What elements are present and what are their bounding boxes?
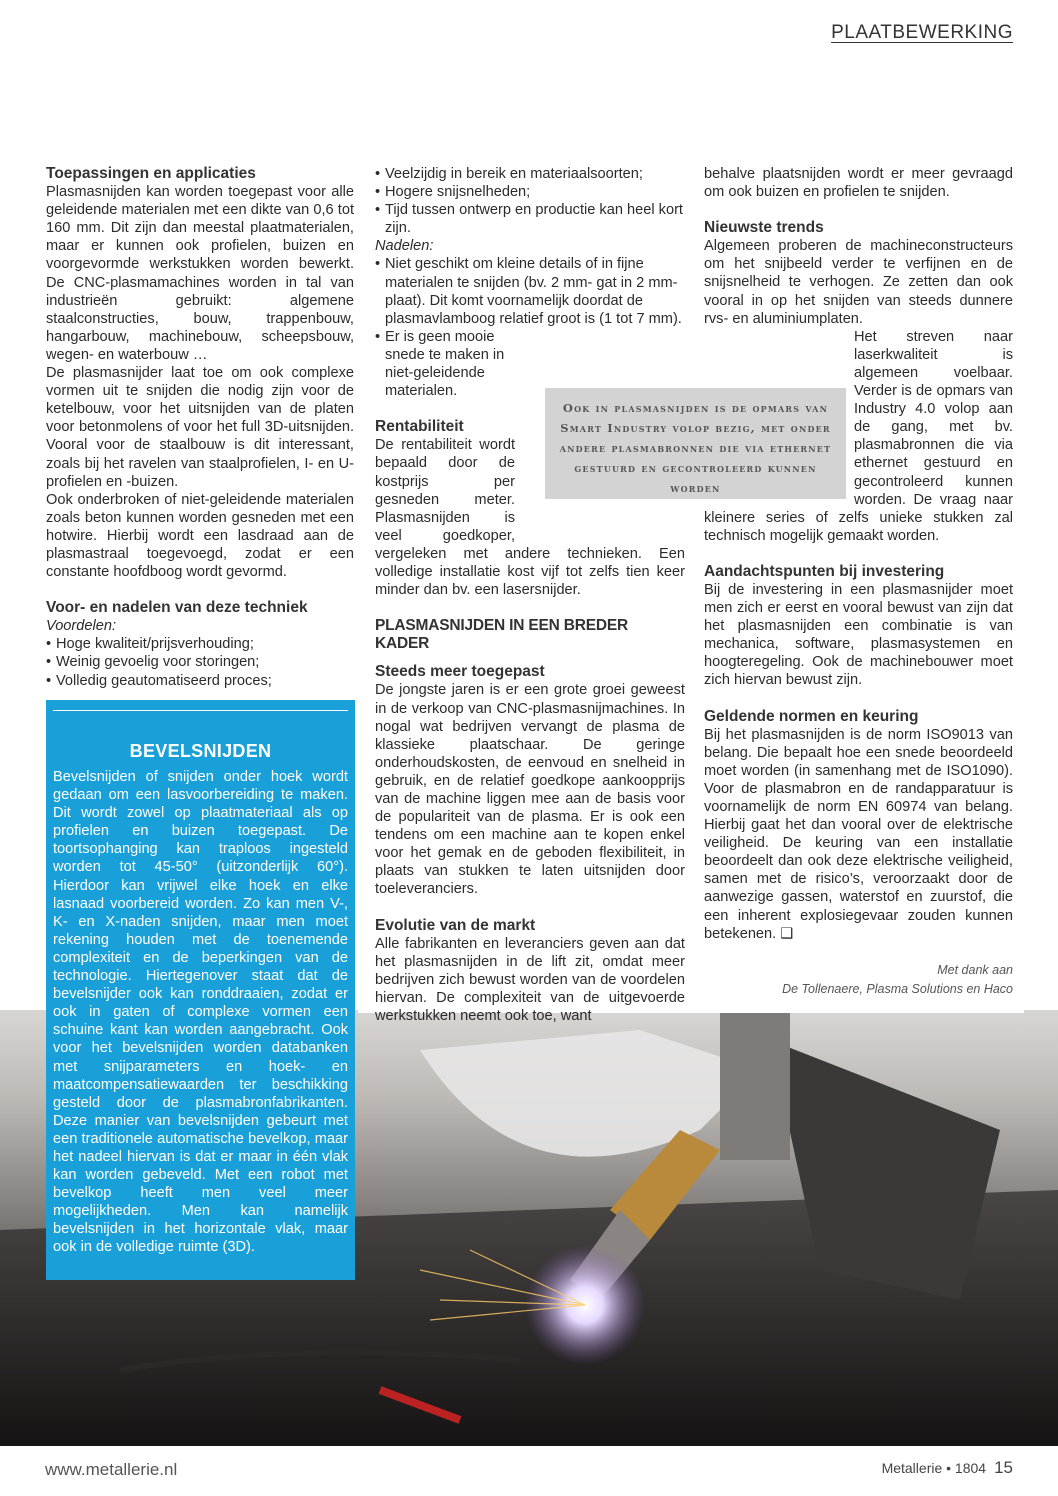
- heading-voor-nadelen: Voor- en nadelen van deze techniek: [46, 599, 308, 617]
- voordelen-list-continued: [375, 165, 685, 237]
- list-item: • Veelzijdig in bereik en materiaalsoorten;: [375, 165, 685, 183]
- column-2: • Veelzijdig in bereik en materiaalsoorten; • Hogere snijsnelheden; • Tijd tussen ontwerp en productie kan heel kort zijn. Nadelen: • Niet geschikt om kleine details of in fijne materialen te snijden (bv. 2 mm- gat in 2 mm-plaat). Dit komt voornamelijk doordat de plasmavlamboog relatief groot is (1 tot 7 mm). • Er is geen mooie snede te maken in niet-geleidende materialen. Rentabiliteit De rentabiliteit wordt bepaald door de kostprijs per gesneden meter. Plasmasnijden is veel goedkoper, vergeleken met andere technieken. Een volledige installatie kost vijf tot zelfs tien keer minder dan bv. een lasersnijder. PLASMASNIJDEN IN EEN BREDER KADER Steeds meer toegepast De jongste jaren is er een grote groei geweest in de verkoop van CNC-plasmasnijmachines. In nogal wat bedrijven vervangt de plasma de klassieke plaatschaar. De geringe onderhoudskosten, de eenvoud en snelheid in gebruik, en de relatief goedkope aankoopprijs van de machine liggen mee aan de basis voor de populariteit van de plasma. Er is ook een tendens om een machine aan te kopen enkel voor het gemak en de geboden flexibiliteit, in plaats van stukken te laten uitsnijden door toeleveranciers. Evolutie van de markt Alle fabrikanten en leveranciers geven aan dat het plasmasnijden in de lift zit, omdat meer bedrijven zich bewust worden van de voordelen hiervan. De complexiteit van de uitgevoerde werkstukken neemt ook toe, want: [375, 165, 685, 1025]
- list-item: • Weinig gevoelig voor storingen;: [46, 653, 354, 671]
- paragraph: Het streven naar laserkwaliteit is algemeen voelbaar. Verder is de opmars van Industry 4.0 volop aan de gang, met bv. plasmabronnen die via ethernet gestuurd en gecontroleerd kunnen worden. De vraag naar kleinere series of zelfs unieke stukken zal technisch mogelijk gemaakt worden.: [704, 328, 1013, 544]
- heading-evolutie: Evolutie van de markt: [375, 916, 536, 934]
- heading-trends: Nieuwste trends: [704, 219, 824, 237]
- nadelen-label: Nadelen: [375, 238, 430, 255]
- credit-line: Met dank aan: [937, 962, 1013, 977]
- footer-issue: [882, 1458, 1013, 1478]
- paragraph: Ook onderbroken of niet-geleidende materialen zoals beton kunnen worden gesneden met een hotwire. Hierbij wordt een lasdraad aan de plasmastraal toegevoegd, zodat er een constante hoofdboog wordt gevormd.: [46, 491, 354, 581]
- paragraph: De jongste jaren is er een grote groei geweest in de verkoop van CNC-plasmasnijmachines. In nogal wat bedrijven vervangt de plasma de klassieke plaatschaar. De geringe onderhoudskosten, de eenvoud en snelheid in gebruik, en de relatief goedkope aankoopprijs van de machine liggen mee aan de basis voor de populariteit van de plasma. Er is ook een tendens om een machine aan te kopen enkel voor het gemak en de geboden flexibiliteit, in plaats van stukken te laten uitsnijden door toeleveranciers.: [375, 682, 685, 898]
- list-item: • Hoge kwaliteit/prijsverhouding;: [46, 635, 354, 653]
- list-item: • Niet geschikt om kleine details of in fijne materialen te snijden (bv. 2 mm- gat in 2 mm-plaat). Dit komt voornamelijk doordat de plasmavlamboog relatief groot is (1 tot 7 mm).: [375, 255, 685, 327]
- nadelen-list: [375, 255, 685, 400]
- heading-breder-kader: PLASMASNIJDEN IN EEN BREDER KADER: [375, 617, 628, 653]
- paragraph: Algemeen proberen de machineconstructeurs om het snijbeeld verder te verfijnen en de snijsnelheid te verhogen. Ze zetten dan ook vooral in op het snijden van steeds dunnere rvs- en aluminiumplaten.: [704, 238, 1013, 327]
- section-label: PLAATBEWERKING: [831, 22, 1013, 43]
- website-link[interactable]: www.metallerie.nl: [45, 1460, 178, 1479]
- column-1: Toepassingen en applicaties Plasmasnijden kan worden toegepast voor alle geleidende materialen met een dikte van 0,6 tot 160 mm. Dit zijn dan meestal plaatmaterialen, maar er kunnen ook profielen, buizen en voorgevormde werkstukken worden bewerkt. De CNC-plasmamachines worden in tal van industrieën gebruikt: algemene staalconstructies, bouw, trappenbouw, hangarbouw, machinebouw, scheepsbouw, wegen- en waterbouw … De plasmasnijder laat toe om ook complexe vormen uit te snijden die nodig zijn voor de ketelbouw, voor het uitsnijden van de platen voor betonmolens of voor het full 3D-uitsnijden. Vooral voor de staalbouw is dit interessant, zoals bij het ravelen van staalprofielen, I- en U-profielen en -buizen. Ook onderbroken of niet-geleidende materialen zoals beton kunnen worden gesneden met een hotwire. Hierbij wordt een lasdraad aan de plasmastraal toegevoegd, zodat er een constante hoofdboog wordt gevormd. Voor- en nadelen van deze techniek Voordelen: • Hoge kwaliteit/prijsverhouding; • Weinig gevoelig voor storingen; • Volledig geautomatiseerd proces;: [46, 165, 354, 690]
- paragraph: De plasmasnijder laat toe om ook complexe vormen uit te snijden die nodig zijn voor de ketelbouw, voor het uitsnijden van de platen voor betonmolens of voor het full 3D-uitsnijden. Vooral voor de staalbouw is dit interessant, zoals bij het ravelen van staalprofielen, I- en U-profielen en -buizen.: [46, 365, 354, 490]
- issue-label: Metallerie • 1804: [881, 1460, 987, 1476]
- heading-rentabiliteit: Rentabiliteit: [375, 418, 464, 436]
- bevelsnijden-box: [46, 700, 355, 1280]
- heading-normen: Geldende normen en keuring: [704, 707, 919, 725]
- list-item: • Hogere snijsnelheden;: [375, 183, 685, 201]
- paragraph-rentabiliteit: De rentabiliteit wordt bepaald door de kostprijs per gesneden meter. Plasmasnijden is veel goedkoper, vergeleken met andere technieken. Een volledige installatie kost vijf tot zelfs tien keer minder dan bv. een lasersnijder.: [375, 437, 685, 599]
- credit-names: De Tollenaere, Plasma Solutions en Haco: [782, 981, 1013, 996]
- bevelsnijden-title: BEVELSNIJDEN: [129, 741, 272, 761]
- bevelsnijden-text: Bevelsnijden of snijden onder hoek wordt gedaan om een lasvoorbereiding te maken. Dit wordt zowel op plaatmateriaal als op profielen en buizen toegepast. De toortsophanging kan traploos ingesteld worden tot 45-50° (uitzonderlijk 60°). Hierdoor kan vrijwel elke hoek en elke lasnaad voorbereid worden. Zo kan men V-, K- en X-naden snijden, maar men moet rekening houden met de toenemende complexiteit en de beperkingen van de technologie. Hiertegenover staat dat de bevelsnijder ook kan ronddraaien, zodat er ook in gaten of complexe vormen een schuine kant kan worden aangebracht. Ook voor het bevelsnijden worden databanken met snijparameters en hoek- en maatcompensatiewaarden ter beschikking gesteld door de plasmabronfabrikanten. Deze manier van bevelsnijden gebeurt met een traditionele automatische bevelkop, maar het nadeel hiervan is dat er maar in één vlak kan worden gebeveld. Met een robot met bevelkop heeft men veel meer mogelijkheden. Men kan namelijk bevelsnijden in het horizontale vlak, maar ook in de volledige ruimte (3D).: [53, 769, 348, 1256]
- column-3: [704, 165, 1013, 999]
- list-item: • Er is geen mooie snede te maken in niet-geleidende materialen.: [375, 328, 510, 400]
- page-number: 15: [994, 1458, 1013, 1477]
- paragraph: Bij het plasmasnijden is de norm ISO9013 van belang. Die bepaalt hoe een snede beoordeeld moet worden (in samenhang met de ISO1090). Voor de plasmabron en de randapparatuur is voornamelijk de norm EN 60974 van belang. Hierbij gaat het dan vooral over de elektrische veiligheid. De keuring van een installatie beoordeelt dan ook deze elektrische veiligheid, samen met de risico’s, veroorzaakt door de aanwezige gassen, waterstof en zuurstof, die een inherent explosiegevaar zouden kunnen betekenen. ❑: [704, 726, 1013, 942]
- heading-steeds: Steeds meer toegepast: [375, 663, 545, 681]
- paragraph: Plasmasnijden kan worden toegepast voor alle geleidende materialen met een dikte van 0,6 tot 160 mm. Dit zijn dan meestal plaatmaterialen, maar er kunnen ook profielen, buizen en voorgevormde werkstukken worden bewerkt. De CNC-plasmamachines worden in tal van industrieën gebruikt: algemene staalconstructies, bouw, trappenbouw, hangarbouw, machinebouw, scheepsbouw, wegen- en waterbouw …: [46, 184, 354, 363]
- pull-quote: Ook in plasmasnijden is de opmars van Smart Industry volop bezig, met onder andere plasmabronnen die via ethernet gestuurd en gecontroleerd kunnen worden: [541, 384, 850, 503]
- voordelen-label: Voordelen: [46, 618, 112, 635]
- paragraph: Bij de investering in een plasmasnijder moet men zich er eerst en vooral bewust van zijn dat het plasmasnijden een combinatie is van mechanica, software, plasmasystemen en hoogteregeling. Ook de machinebouwer moet zich hiervan bewust zijn.: [704, 581, 1013, 689]
- paragraph: Alle fabrikanten en leveranciers geven aan dat het plasmasnijden in de lift zit, omdat meer bedrijven zich bewust worden van de voordelen hiervan. De complexiteit van de uitgevoerde werkstukken neemt ook toe, want: [375, 935, 685, 1025]
- list-item: • Tijd tussen ontwerp en productie kan heel kort zijn.: [375, 201, 685, 237]
- paragraph: behalve plaatsnijden wordt er meer gevraagd om ook buizen en profielen te snijden.: [704, 166, 1013, 201]
- heading-toepassingen: Toepassingen en applicaties: [46, 165, 256, 182]
- list-item: • Volledig geautomatiseerd proces;: [46, 672, 354, 690]
- heading-aandachtspunten: Aandachtspunten bij investering: [704, 562, 945, 580]
- divider: [53, 710, 348, 711]
- voordelen-list: [46, 635, 354, 689]
